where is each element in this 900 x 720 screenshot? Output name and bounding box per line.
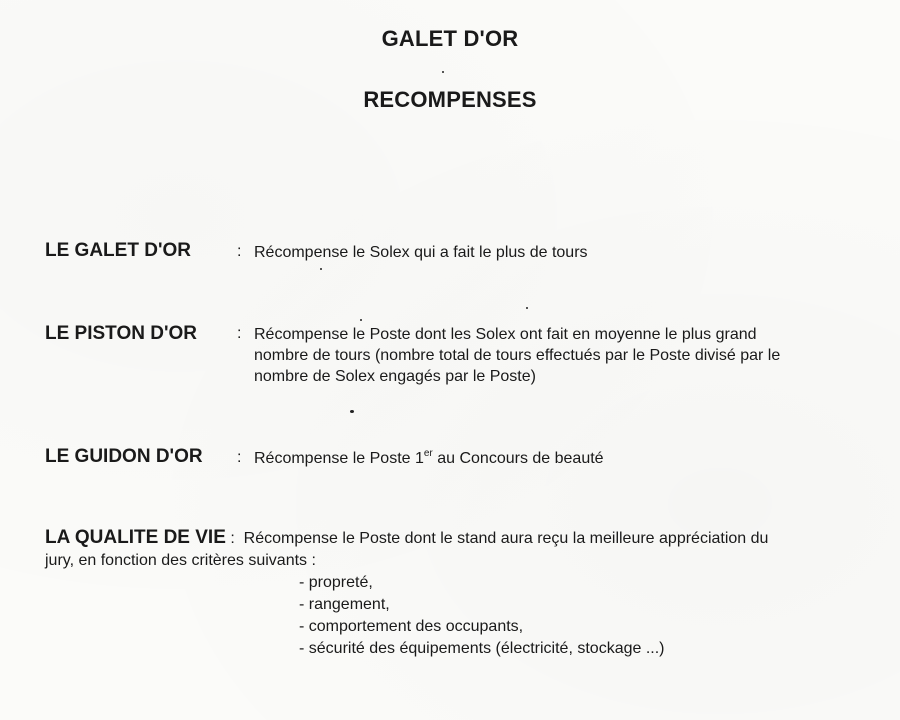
award-name-qualite: LA QUALITE DE VIE [45, 527, 226, 548]
description-line: Récompense le Poste dont les Solex ont fait en moyenne le plus grand [254, 326, 757, 343]
scan-speck [442, 71, 444, 73]
award-description-piston [254, 324, 780, 387]
scan-speck [526, 307, 528, 309]
description-text: au Concours de beauté [432, 450, 604, 467]
description-line: nombre de Solex engagés par le Poste) [254, 368, 536, 385]
criteria-item: - rangement, [299, 596, 390, 613]
award-description-guidon [254, 448, 604, 469]
criteria-item: - comportement des occupants, [299, 618, 524, 635]
award-name-galet: LE GALET D'OR [45, 240, 191, 261]
award-name-piston: LE PISTON D'OR [45, 323, 197, 344]
award-separator: : [237, 243, 242, 260]
award-description-qualite-continued: jury, en fonction des critères suivants : [45, 552, 316, 569]
award-name-guidon: LE GUIDON D'OR [45, 446, 203, 467]
criteria-list [299, 572, 665, 660]
scan-speck [350, 410, 354, 413]
criteria-item: - sécurité des équipements (électricité, stockage ...) [299, 640, 665, 657]
award-separator: : [230, 530, 235, 547]
ordinal-suffix: er [423, 448, 433, 459]
description-text: Récompense le Poste 1 [254, 450, 424, 467]
document-subtitle: RECOMPENSES [363, 87, 537, 112]
document-title: GALET D'OR [381, 26, 519, 51]
description-line: Récompense le Solex qui a fait le plus de tours [254, 244, 588, 261]
criteria-item: - propreté, [299, 574, 373, 591]
award-description-galet [254, 242, 588, 263]
scan-speck [360, 319, 362, 321]
award-description-qualite: Récompense le Poste dont le stand aura reçu la meilleure appréciation du [243, 530, 769, 547]
scan-speck [320, 268, 322, 270]
award-separator: : [237, 325, 242, 342]
description-line: nombre de tours (nombre total de tours effectués par le Poste divisé par le [254, 347, 781, 364]
award-separator: : [237, 449, 242, 466]
award-row-qualite [45, 527, 768, 549]
